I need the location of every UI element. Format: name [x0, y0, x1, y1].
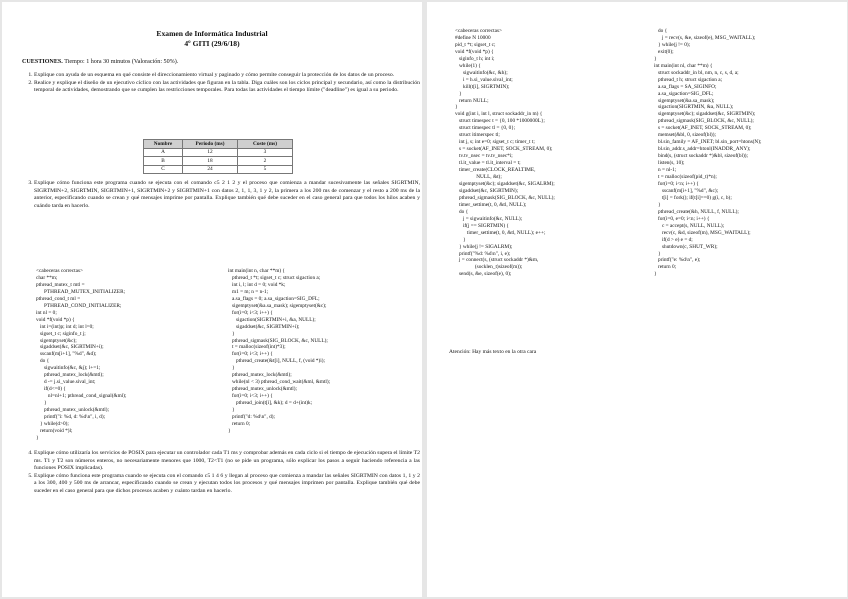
table-cell: A [144, 148, 183, 157]
code-block-processes: <cabeceras correctas> #define N 10000 pid_t *t; sigset_t c; void *f(void *p) { siginfo_t h; int i; while(1) { sigwaitinfo(&c, &h); i = h.si_value.sival_int; kill(t[i], SIGRTMIN); } return NULL; } void g(int i, int l, struct sockaddr_in m) { struct timespec t = {0, 100 *1000000L}; struct timespec tl = {0, 0}; struct itimerspec tl; int j, s; int e=0; sigset_t c; timer_t t; s = socket(AF_INET, SOCK_STREAM, 0); tv.tv_nsec = tv.tv_nsec*i; tl.it_value = tl.it_interval = t; timer_create(CLOCK_REALTIME, NULL, &t); sigemptyset(&c); sigaddset(&c, SIGALRM); sigaddset(&c, SIGRTMIN); pthread_sigmask(SIG_BLOCK, &c, NULL); timer_settime(t, 0, &tl, NULL); do { j = sigwaitinfo(&c, NULL); if(j == SIGRTMIN) { timer_settime(t, 0, &tl, NULL); e++; } } while(j != SIGALRM); printf("%d: %d\n", i, e); j = connect(s, (struct sockaddr *)&m, (socklen_t)sizeof(m)); send(s, &e, sizeof(e), 0); [455, 28, 555, 278]
code-block-main: int main(int n, char **m) { pthread_t *t; sigset_t c; struct sigaction a; int i, l; int d = 0; void *k; m1 = m; n = n-1; a.sa_flags = 0; a.sa_sigaction=SIG_DFL; sigemptyset(&a.sa_mask); sigemptyset(&c); for(i=0; i<3; i++) { sigaction(SIGRTMIN+i, &a, NULL); sigaddset(&c, SIGRTMIN+i); } pthread_sigmask(SIG_BLOCK, &c, NULL); t = malloc(sizeof(int)*3); for(i=0; i<3; i++) { pthread_create(&t[i], NULL, f, (void *)i); } pthread_mutex_lock(&mtl); while(nl < 3) pthread_cond_wait(&ml, &mtl); pthread_mutex_unlock(&mtl); for(i=0; i<3; i++) { pthread_join(t[i], &k); d = d+(int)k; } printf("d: %d\n", d); return 0; } [228, 268, 331, 434]
activities-table [143, 139, 293, 174]
exam-subtitle: 4º GITI (29/6/18) [184, 39, 240, 48]
question-5: 5. Explique cómo funciona este programa cuando se ejecuta con el comando c5 1 4 6 y llegan al proceso que comienza a mandar las señales SIGRTMIN con datos 1, 1 y 2 a los 300, 400 y 500 ms de arrancar, especificando cuando se crean y ejecutan todos los procesos y qué mensajes imprimen por pantalla. Explique también qué debe suceder en el caso general para que dichos procesos acaben y cuánto tardan en hacerlo. [34, 473, 420, 496]
table-cell: 5 [238, 165, 293, 174]
table-row [144, 165, 293, 174]
table-row [144, 157, 293, 166]
table-header: Coste (ms) [238, 140, 293, 149]
section-label: CUESTIONES. [22, 59, 63, 65]
question-4: 4. Explique cómo utilizaría los servicios de POSIX para ejecutar un controlador cada T1 ms y comprobar además en cada ciclo si el tiempo de ejecución supera el límite T2 ms. T1 y T2 son números enteros, no necesariamente menores que 1000, T2<T1 (no se pide un programa, sólo explicar los pasos a seguir haciendo referencia a las funciones POSIX implicadas). [34, 450, 420, 473]
exam-page-back [427, 2, 847, 597]
question-list-c [22, 450, 420, 496]
exam-page-front [2, 2, 422, 597]
code-block-server: do { j = recv(s, &e, sizeof(e), MSG_WAITALL); } while(j != 0); exit(0); } int main(int nl, char **m) { struct sockaddr_in bl, nm, n, c, s, d, a; pthread_t h; struct sigaction a; a.sa_flags = SA_SIGINFO; a.sa_sigaction=SIG_DFL; sigemptyset(&a.sa_mask); sigaction(SIGRTMIN, &a, NULL); sigemptyset(&c); sigaddset(&c, SIGRTMIN); pthread_sigmask(SIG_BLOCK, &c, NULL); s = socket(AF_INET, SOCK_STREAM, 0); memset(&bl, 0, sizeof(bl)); bl.sin_family = AF_INET; bl.sin_port=htons(N); bl.sin_addr.s_addr=htonl(INADDR_ANY); bind(s, (struct sockaddr *)&bl, sizeof(bl)); listen(s, 10); n = nl-1; t = malloc(sizeof(pid_t)*n); for(i=0; i<n; i++) { sscanf(m[i+1], "%d", &c); t[i] = fork(); if(t[i]==0) g(i, c, b); } pthread_create(&h, NULL, f, NULL); for(i=0, e=0; i<n; i++) { c = accept(s, NULL, NULL); recv(c, &d, sizeof(m), MSG_WAITALL); if(d > e) e = d; shutdown(c, SHUT_WR); } printf("e: %d\n", e); return 0; } [654, 28, 762, 278]
table-cell: C [144, 165, 183, 174]
question-1: 1. Explique con ayuda de un esquema en qué consiste el direccionamiento virtual y paginado y cómo permite conseguir la protección de los datos de un proceso. [34, 72, 420, 80]
question-2: 2. Realice y explique el diseño de un ejecutivo cíclico con las actividades que figuran en la tabla. Diga cuáles son los ciclos principal y secundario, así como la distribución temporal de actividades, demostrando que se cumplen las restricciones temporales. Para todas las actividades el tiempo límite ("deadline") es igual a su periodo. [34, 80, 420, 95]
code-block-threads: <cabeceras correctas> char **m; pthread_mutex_t mtl = PTHREAD_MUTEX_INITIALIZER; pthread_cond_t ml = PTHREAD_COND_INITIALIZER; int nl = 0; void *f(void *p) { int i=(int)p; int d; int l=0; sigset_t c; siginfo_t j; sigemptyset(&c); sigaddset(&c, SIGRTMIN+i); sscanf(m[i+1], "%d", &d); do { sigwaitinfo(&c, &j); l+=1; pthread_mutex_lock(&mtl); d -= j.si_value.sival_int; if(d<=0) { nl=nl+1; pthread_cond_signal(&ml); } pthread_mutex_unlock(&mtl); printf("i: %d, d: %d\n", i, d); } while(d>0); return(void *)l; } [36, 268, 127, 441]
exam-title: Examen de Informática Industrial [156, 29, 268, 38]
section-header [22, 59, 178, 65]
table-header: Nombre [144, 140, 183, 149]
table-cell: 3 [238, 148, 293, 157]
table-cell: 12 [183, 148, 238, 157]
table-cell: 18 [183, 157, 238, 166]
table-cell: 2 [238, 157, 293, 166]
question-list-b [22, 180, 420, 210]
table-header: Periodo (ms) [183, 140, 238, 149]
question-list-a [22, 72, 420, 95]
table-cell: B [144, 157, 183, 166]
continuation-note: Atención: Hay más texto en la otra cara [449, 349, 537, 355]
section-detail: Tiempo: 1 hora 30 minutos (Valoración: 50%). [64, 59, 179, 65]
question-3: 3. Explique cómo funciona este programa cuando se ejecuta con el comando c5 2 1 2 y el proceso que comienza a mandar sucesivamente las señales SIGRTMIN, SIGRTMIN+2, SIGRTMIN, SIGRTMIN+1, SIGRTMIN+2 y SIGRTMIN+1 con datos 2, 1, 1, 3, 1 y 2, la primera a los 200 ms de comenzar y el resto a 200 ms de la anterior, especificando cuando se crean y qué mensajes imprime por pantalla. Explique también qué debe suceder en el caso general para que todos los hilos acaben y cuándo tarda en hacerlo. [34, 180, 420, 210]
table-row [144, 148, 293, 157]
table-cell: 24 [183, 165, 238, 174]
